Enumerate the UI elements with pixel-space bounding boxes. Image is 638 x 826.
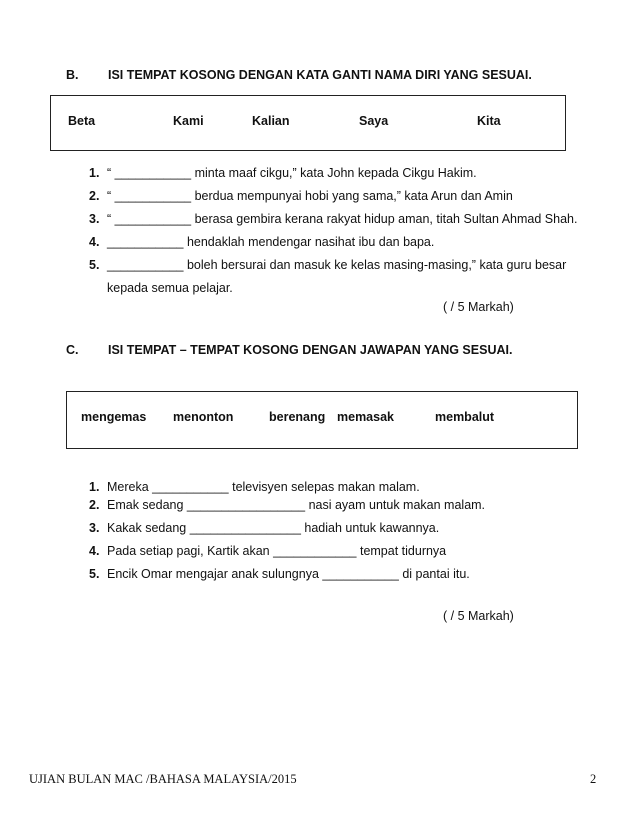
- question-text: “ ___________ berasa gembira kerana rakyat hidup aman, titah Sultan Ahmad Shah.: [107, 212, 578, 226]
- section-b-score: ( / 5 Markah): [443, 300, 514, 314]
- question-number: 2.: [89, 189, 100, 203]
- word-bank-c-item: menonton: [173, 410, 234, 424]
- question-number: 2.: [89, 498, 100, 512]
- section-c-score: ( / 5 Markah): [443, 609, 514, 623]
- word-bank-b-item: Beta: [68, 114, 96, 128]
- question-continuation: kepada semua pelajar.: [107, 281, 233, 295]
- question-number: 4.: [89, 544, 100, 558]
- word-bank-b-item: Kalian: [252, 114, 290, 128]
- section-c-letter: C.: [66, 343, 79, 357]
- word-bank-c-item: mengemas: [81, 410, 147, 424]
- question-text: Kakak sedang ________________ hadiah untuk kawannya.: [107, 521, 440, 535]
- word-bank-c-item: memasak: [337, 410, 394, 424]
- word-bank-c-item: membalut: [435, 410, 495, 424]
- page-number: 2: [590, 772, 597, 786]
- question-number: 1.: [89, 480, 100, 494]
- question-text: “ ___________ minta maaf cikgu,” kata John kepada Cikgu Hakim.: [107, 166, 477, 180]
- question-text: “ ___________ berdua mempunyai hobi yang sama,” kata Arun dan Amin: [107, 189, 513, 203]
- section-b-title: ISI TEMPAT KOSONG DENGAN KATA GANTI NAMA DIRI YANG SESUAI.: [108, 68, 532, 82]
- question-number: 4.: [89, 235, 100, 249]
- question-number: 1.: [89, 166, 100, 180]
- question-number: 5.: [89, 258, 100, 272]
- word-bank-b-item: Kami: [173, 114, 204, 128]
- question-number: 3.: [89, 521, 100, 535]
- question-number: 3.: [89, 212, 100, 226]
- section-b-letter: B.: [66, 68, 79, 82]
- question-text: ___________ boleh bersurai dan masuk ke kelas masing-masing,” kata guru besar: [107, 258, 567, 272]
- question-text: ___________ hendaklah mendengar nasihat ibu dan bapa.: [107, 235, 435, 249]
- question-text: Pada setiap pagi, Kartik akan ____________ tempat tidurnya: [107, 544, 447, 558]
- question-number: 5.: [89, 567, 100, 581]
- word-bank-c-item: berenang: [269, 410, 326, 424]
- footer-exam-label: UJIAN BULAN MAC /BAHASA MALAYSIA/2015: [29, 772, 297, 786]
- question-text: Emak sedang _________________ nasi ayam untuk makan malam.: [107, 498, 486, 512]
- word-bank-b-item: Saya: [359, 114, 389, 128]
- question-text: Mereka ___________ televisyen selepas makan malam.: [107, 480, 420, 494]
- word-bank-b-item: Kita: [477, 114, 501, 128]
- question-text: Encik Omar mengajar anak sulungnya ___________ di pantai itu.: [107, 567, 470, 581]
- section-c-title: ISI TEMPAT – TEMPAT KOSONG DENGAN JAWAPAN YANG SESUAI.: [108, 343, 513, 357]
